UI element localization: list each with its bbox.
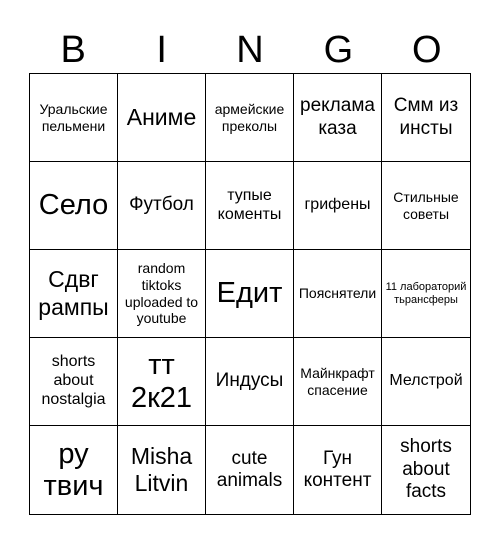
header-letter-g: G xyxy=(323,28,354,71)
cell-label: грифены xyxy=(304,196,371,214)
bingo-cell-r2c2[interactable] xyxy=(118,162,206,250)
cell-label: Едит xyxy=(216,277,283,310)
bingo-cell-r1c3[interactable] xyxy=(206,74,294,162)
cell-label: Мелстрой xyxy=(389,372,463,390)
bingo-header xyxy=(29,26,471,74)
cell-label: 11 лабораторий тьрансферы xyxy=(385,280,467,306)
bingo-cell-r5c3[interactable] xyxy=(206,426,294,514)
bingo-cell-r1c5[interactable] xyxy=(382,74,470,162)
bingo-cell-r5c4[interactable] xyxy=(294,426,382,514)
cell-label: Смм из инсты xyxy=(393,95,459,139)
cell-label: армейские преколы xyxy=(214,100,285,134)
bingo-cell-r5c2[interactable] xyxy=(118,426,206,514)
bingo-cell-r3c3[interactable] xyxy=(206,250,294,338)
bingo-cell-r1c4[interactable] xyxy=(294,74,382,162)
cell-label: Стильные советы xyxy=(393,188,459,222)
bingo-cell-r2c5[interactable] xyxy=(382,162,470,250)
bingo-cell-r4c5[interactable] xyxy=(382,338,470,426)
bingo-cell-r1c1[interactable] xyxy=(30,74,118,162)
bingo-cell-r5c1[interactable] xyxy=(30,426,118,514)
header-letter-i: I xyxy=(156,28,167,71)
cell-label: shorts about facts xyxy=(400,436,452,503)
cell-label: Аниме xyxy=(126,103,197,130)
cell-label: Майнкрафт спасение xyxy=(300,364,375,398)
bingo-board xyxy=(29,73,471,515)
bingo-cell-r3c2[interactable] xyxy=(118,250,206,338)
header-letter-b: B xyxy=(60,28,86,71)
cell-label: Misha Litvin xyxy=(130,442,193,496)
cell-label: Сдвг рампы xyxy=(38,266,109,320)
bingo-cell-r2c1[interactable] xyxy=(30,162,118,250)
bingo-cell-r3c5[interactable] xyxy=(382,250,470,338)
header-letter-n: N xyxy=(236,28,264,71)
cell-label: Гун контент xyxy=(303,447,372,491)
cell-label: Индусы xyxy=(215,370,284,392)
header-letter-o: O xyxy=(412,28,442,71)
bingo-cell-r2c3[interactable] xyxy=(206,162,294,250)
bingo-cell-r3c4[interactable] xyxy=(294,250,382,338)
cell-label: Пояснятели xyxy=(298,285,377,302)
bingo-cell-r5c5[interactable] xyxy=(382,426,470,514)
bingo-cell-r2c4[interactable] xyxy=(294,162,382,250)
bingo-cell-r4c4[interactable] xyxy=(294,338,382,426)
cell-label: реклама каза xyxy=(300,95,375,139)
bingo-cell-r4c2[interactable] xyxy=(118,338,206,426)
cell-label: тт 2к21 xyxy=(130,349,193,414)
cell-label: shorts about nostalgia xyxy=(41,353,106,408)
cell-label: тупые коменты xyxy=(217,186,282,223)
cell-label: Село xyxy=(38,189,109,222)
cell-label: cute animals xyxy=(216,447,283,491)
bingo-cell-r1c2[interactable] xyxy=(118,74,206,162)
cell-label: Футбол xyxy=(129,194,194,216)
cell-label: ру твич xyxy=(43,437,104,502)
bingo-cell-r3c1[interactable] xyxy=(30,250,118,338)
bingo-cell-r4c3[interactable] xyxy=(206,338,294,426)
bingo-cell-r4c1[interactable] xyxy=(30,338,118,426)
cell-label: random tiktoks uploaded to youtube xyxy=(124,260,199,327)
cell-label: Уральские пельмени xyxy=(39,100,108,134)
